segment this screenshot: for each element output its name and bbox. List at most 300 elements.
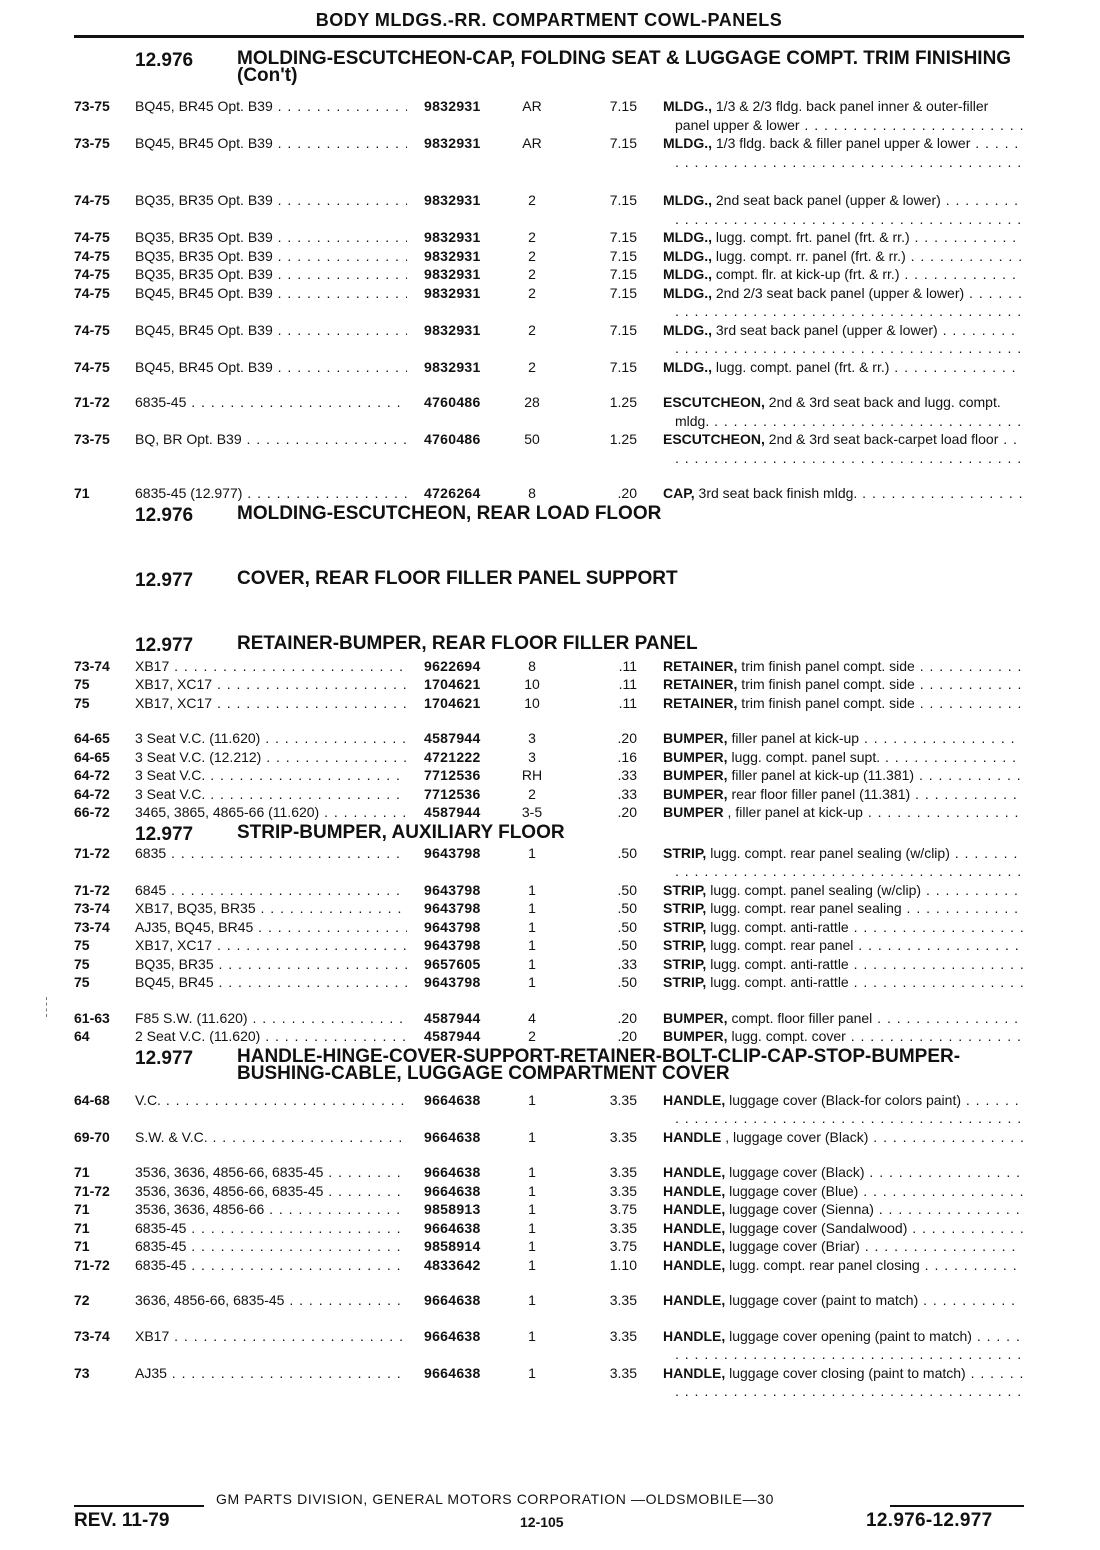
part-description xyxy=(663,1163,1025,1182)
part-detail: luggage cover (Blue) xyxy=(725,1182,859,1199)
description-text xyxy=(663,265,1025,284)
part-number: 9664638 xyxy=(424,1128,481,1145)
quantity: 1 xyxy=(528,937,536,953)
part-name: BUMPER, xyxy=(663,748,728,765)
quantity: 1 xyxy=(528,1128,536,1145)
part-name: MLDG., xyxy=(663,135,712,151)
body-styles: 6845 . . . xyxy=(135,881,407,900)
parts-listing xyxy=(0,48,1100,1401)
footer-rule-left xyxy=(74,1505,204,1507)
part-name: HANDLE, xyxy=(663,1182,726,1199)
footer-revision: REV. 11-79 xyxy=(74,1510,170,1531)
part-detail: trim finish panel compt. side xyxy=(737,694,915,711)
part-description xyxy=(663,1327,1025,1364)
quantity: 2 xyxy=(528,192,536,208)
part-name: ESCUTCHEON, xyxy=(663,431,765,447)
part-row xyxy=(0,1219,1100,1238)
row-spacer xyxy=(0,171,1100,191)
part-name: RETAINER, xyxy=(663,676,738,692)
price: 7.15 xyxy=(609,358,637,375)
price: 7.15 xyxy=(609,135,637,151)
part-number: 9832931 xyxy=(424,247,481,264)
description-text xyxy=(663,1182,1025,1201)
quantity: 1 xyxy=(528,974,536,990)
part-number: 9643798 xyxy=(424,918,481,935)
part-row xyxy=(0,1327,1100,1364)
model-years: 64 xyxy=(74,1028,90,1044)
description-text xyxy=(663,803,1025,822)
quantity: 2 xyxy=(528,247,536,264)
part-description xyxy=(663,955,1025,974)
quantity: 2 xyxy=(528,266,536,282)
part-description xyxy=(663,657,1025,676)
part-description xyxy=(663,1219,1025,1238)
quantity: 1 xyxy=(528,844,536,861)
body-styles: 6835-45 . . . xyxy=(135,1219,407,1238)
quantity: 3-5 xyxy=(521,804,543,820)
body-styles: BQ35, BR35 Opt. B39 . . . xyxy=(135,228,407,247)
price: .50 xyxy=(617,974,637,990)
description-text xyxy=(663,1091,1025,1128)
part-description xyxy=(663,1027,1025,1046)
part-row xyxy=(0,1237,1100,1256)
part-row xyxy=(0,973,1100,992)
body-styles: XB17, XC17 . . . xyxy=(135,675,407,694)
quantity: 1 xyxy=(528,1327,536,1344)
body-styles: 3 Seat V.C. . . . xyxy=(135,785,407,804)
section-code: 12.976 xyxy=(135,50,194,71)
price: 3.35 xyxy=(609,1128,637,1145)
body-styles: BQ45, BR45 Opt. B39 . . . xyxy=(135,134,407,153)
part-name: MLDG., xyxy=(663,247,712,264)
part-number: 9858914 xyxy=(424,1238,481,1254)
description-text xyxy=(663,1200,1025,1219)
quantity: 2 xyxy=(528,284,536,301)
quantity: 1 xyxy=(528,900,536,916)
body-styles: V.C. . . . xyxy=(135,1091,407,1110)
part-detail: luggage cover (Briar) xyxy=(725,1238,860,1254)
part-detail: lugg. compt. panel (frt. & rr.) xyxy=(712,358,890,375)
part-name: BUMPER, xyxy=(663,767,728,783)
row-spacer xyxy=(0,467,1100,484)
description-text xyxy=(663,247,1025,266)
part-row xyxy=(0,844,1100,881)
quantity: 2 xyxy=(528,358,536,375)
part-name: MLDG., xyxy=(663,192,712,208)
part-description xyxy=(663,694,1025,713)
body-styles: BQ45, BR45 Opt. B39 . . . xyxy=(135,97,407,116)
part-description xyxy=(663,265,1025,284)
part-row xyxy=(0,1364,1100,1401)
part-detail: 2nd & 3rd seat back-carpet load floor xyxy=(764,431,999,447)
part-number: 4833642 xyxy=(424,1256,481,1273)
footer-rule-right xyxy=(890,1505,1024,1507)
part-detail: lugg. compt. rear panel sealing xyxy=(706,900,902,916)
part-description xyxy=(663,936,1025,955)
body-styles: S.W. & V.C. . . . xyxy=(135,1128,407,1147)
description-text xyxy=(663,484,1025,503)
price: 1.25 xyxy=(609,431,637,447)
part-number: 4587944 xyxy=(424,1028,481,1044)
part-number: 7712536 xyxy=(424,767,481,783)
part-detail: lugg. compt. anti-rattle xyxy=(706,974,849,990)
price: .16 xyxy=(617,748,637,765)
part-row xyxy=(0,1182,1100,1201)
part-number: 9832931 xyxy=(424,192,481,208)
part-name: BUMPER, xyxy=(663,1028,728,1044)
section-title: MOLDING-ESCUTCHEON-CAP, FOLDING SEAT & LUGGAGE COMPT. TRIM FINISHING (Con't) xyxy=(237,48,1012,86)
section-spacer xyxy=(0,608,1100,633)
part-name: ESCUTCHEON, xyxy=(663,394,765,410)
part-description xyxy=(663,729,1025,748)
body-styles: 6835-45 . . . xyxy=(135,1237,407,1256)
part-description xyxy=(663,1256,1025,1275)
body-styles: XB17 . . . xyxy=(135,657,407,676)
model-years: 64-68 xyxy=(74,1091,110,1108)
part-row xyxy=(0,955,1100,974)
section-spacer xyxy=(0,543,1100,568)
quantity: 1 xyxy=(528,1238,536,1254)
quantity: 2 xyxy=(528,1028,536,1044)
footer-publisher: GM PARTS DIVISION, GENERAL MOTORS CORPORATION —OLDSMOBILE—30 xyxy=(216,1491,774,1507)
model-years: 73-75 xyxy=(74,431,110,447)
model-years: 75 xyxy=(74,937,90,953)
part-number: 1704621 xyxy=(424,676,481,692)
part-row xyxy=(0,1200,1100,1219)
model-years: 74-75 xyxy=(74,284,110,301)
body-styles: BQ35, BR35 Opt. B39 . . . xyxy=(135,265,407,284)
description-text xyxy=(663,1219,1025,1238)
body-styles: XB17, XC17 . . . xyxy=(135,936,407,955)
part-number: 4587944 xyxy=(424,730,481,746)
price: .50 xyxy=(617,918,637,935)
part-detail: 3rd seat back panel (upper & lower) xyxy=(712,321,938,338)
row-spacer xyxy=(0,1146,1100,1163)
quantity: AR xyxy=(522,135,542,151)
part-detail: compt. flr. at kick-up (frt. & rr.) xyxy=(712,266,900,282)
part-detail: lugg. compt. panel supt. xyxy=(727,748,881,765)
price: 7.15 xyxy=(609,98,637,114)
price: 3.75 xyxy=(609,1201,637,1217)
part-number: 9643798 xyxy=(424,937,481,953)
model-years: 74-75 xyxy=(74,229,110,245)
price: .11 xyxy=(618,657,637,674)
model-years: 71-72 xyxy=(74,1182,110,1199)
part-name: HANDLE, xyxy=(663,1219,726,1236)
part-name: STRIP, xyxy=(663,918,707,935)
price: .50 xyxy=(617,881,637,898)
part-number: 4721222 xyxy=(424,748,481,765)
model-years: 69-70 xyxy=(74,1128,110,1145)
part-number: 9643798 xyxy=(424,900,481,916)
part-row xyxy=(0,228,1100,247)
price: .20 xyxy=(617,804,637,820)
part-description xyxy=(663,748,1025,767)
model-years: 73-74 xyxy=(74,657,110,674)
part-detail: filler panel at kick-up xyxy=(727,730,860,746)
part-name: HANDLE, xyxy=(663,1201,726,1217)
part-detail: lugg. compt. anti-rattle xyxy=(706,955,849,972)
description-text xyxy=(663,955,1025,974)
quantity: 8 xyxy=(528,657,536,674)
description-text xyxy=(663,973,1025,992)
price: .33 xyxy=(617,767,637,783)
part-number: 9832931 xyxy=(424,98,481,114)
model-years: 73-74 xyxy=(74,918,110,935)
quantity: 2 xyxy=(528,321,536,338)
part-detail: lugg. compt. rr. panel (frt. & rr.) xyxy=(712,247,906,264)
part-detail: lugg. compt. rear panel closing xyxy=(725,1256,920,1273)
price: .20 xyxy=(617,730,637,746)
body-styles: BQ45, BR45 . . . xyxy=(135,973,407,992)
model-years: 71 xyxy=(74,1201,90,1217)
price: .11 xyxy=(618,676,637,692)
part-detail: rear floor filler panel (11.381) xyxy=(727,785,911,802)
body-styles: 6835-45 . . . xyxy=(135,1256,407,1275)
part-row xyxy=(0,1128,1100,1147)
part-row xyxy=(0,321,1100,358)
body-styles: BQ45, BR45 Opt. B39 . . . xyxy=(135,358,407,377)
part-number: 9664638 xyxy=(424,1292,481,1308)
part-description xyxy=(663,134,1025,171)
price: 7.15 xyxy=(609,192,637,208)
model-years: 73-74 xyxy=(74,900,110,916)
price: .50 xyxy=(617,844,637,861)
margin-mark xyxy=(46,997,48,1017)
quantity: 2 xyxy=(528,785,536,802)
quantity: 1 xyxy=(528,1292,536,1308)
description-text xyxy=(663,1256,1025,1275)
description-text xyxy=(663,97,1025,134)
part-detail: , filler panel at kick-up xyxy=(723,804,863,820)
body-styles: 3536, 3636, 4856-66, 6835-45 . . . xyxy=(135,1163,407,1182)
price: 3.35 xyxy=(609,1219,637,1236)
model-years: 75 xyxy=(74,676,90,692)
body-styles: XB17 . . . xyxy=(135,1327,407,1346)
part-detail: luggage cover (Sandalwood) xyxy=(725,1219,908,1236)
description-text xyxy=(663,393,1025,430)
body-styles: 3636, 4856-66, 6835-45 . . . xyxy=(135,1291,407,1310)
part-row xyxy=(0,657,1100,676)
part-row xyxy=(0,97,1100,134)
part-row xyxy=(0,1009,1100,1028)
price: 7.15 xyxy=(609,284,637,301)
part-detail: trim finish panel compt. side xyxy=(737,676,915,692)
part-name: BUMPER, xyxy=(663,1009,728,1026)
part-detail: , luggage cover (Black) xyxy=(721,1128,869,1145)
body-styles: 6835-45 . . . xyxy=(135,393,407,412)
part-detail: luggage cover (paint to match) xyxy=(725,1292,919,1308)
footer-page-number: 12-105 xyxy=(520,1514,564,1530)
quantity: 4 xyxy=(528,1009,536,1026)
page-title: BODY MLDGS.-RR. COMPARTMENT COWL-PANELS xyxy=(315,10,783,30)
price: 3.35 xyxy=(609,1091,637,1108)
description-text xyxy=(663,675,1025,694)
model-years: 71-72 xyxy=(74,1256,110,1273)
part-description xyxy=(663,284,1025,321)
price: 3.35 xyxy=(609,1327,637,1344)
part-number: 9858913 xyxy=(424,1201,481,1217)
row-spacer xyxy=(0,712,1100,729)
description-text xyxy=(663,657,1025,676)
description-text xyxy=(663,766,1025,785)
part-number: 9832931 xyxy=(424,266,481,282)
part-number: 9664638 xyxy=(424,1164,481,1180)
body-styles: F85 S.W. (11.620) . . . xyxy=(135,1009,407,1028)
body-styles: 3536, 3636, 4856-66, 6835-45 . . . xyxy=(135,1182,407,1201)
part-name: MLDG., xyxy=(663,98,712,114)
body-styles: 3536, 3636, 4856-66 . . . xyxy=(135,1200,407,1219)
price: 7.15 xyxy=(609,266,637,282)
price: .50 xyxy=(617,937,637,953)
part-number: 9643798 xyxy=(424,881,481,898)
part-name: HANDLE, xyxy=(663,1364,726,1381)
part-description xyxy=(663,228,1025,247)
part-row xyxy=(0,1163,1100,1182)
part-number: 9643798 xyxy=(424,974,481,990)
part-row xyxy=(0,881,1100,900)
part-number: 9622694 xyxy=(424,657,481,674)
part-number: 9643798 xyxy=(424,844,481,861)
quantity: 1 xyxy=(528,881,536,898)
part-row xyxy=(0,1291,1100,1310)
model-years: 71 xyxy=(74,1164,90,1180)
body-styles: 3 Seat V.C. . . . xyxy=(135,766,407,785)
part-row xyxy=(0,918,1100,937)
part-detail: luggage cover closing (paint to match) xyxy=(725,1364,966,1381)
body-styles: BQ35, BR35 . . . xyxy=(135,955,407,974)
part-name: CAP, xyxy=(663,485,695,501)
quantity: 10 xyxy=(524,694,540,711)
quantity: 10 xyxy=(524,676,540,692)
body-styles: AJ35, BQ45, BR45 . . . xyxy=(135,918,407,937)
price: 7.15 xyxy=(609,321,637,338)
body-styles: BQ35, BR35 Opt. B39 . . . xyxy=(135,247,407,266)
description-text xyxy=(663,358,1025,377)
section-code: 12.977 xyxy=(135,1047,194,1069)
section-heading xyxy=(0,503,1100,543)
quantity: 8 xyxy=(528,485,536,501)
part-name: MLDG., xyxy=(663,358,712,375)
part-name: RETAINER, xyxy=(663,657,738,674)
model-years: 75 xyxy=(74,694,90,711)
part-row xyxy=(0,785,1100,804)
part-number: 4760486 xyxy=(424,431,481,447)
part-detail: compt. floor filler panel xyxy=(727,1009,873,1026)
part-name: HANDLE, xyxy=(663,1238,726,1254)
part-row xyxy=(0,1091,1100,1128)
part-description xyxy=(663,973,1025,992)
price: .11 xyxy=(618,694,637,711)
model-years: 71 xyxy=(74,485,90,501)
model-years: 73-74 xyxy=(74,1327,110,1344)
quantity: 1 xyxy=(528,1164,536,1180)
description-text xyxy=(663,228,1025,247)
part-row xyxy=(0,265,1100,284)
price: 7.15 xyxy=(609,247,637,264)
model-years: 74-75 xyxy=(74,192,110,208)
body-styles: XB17, XC17 . . . xyxy=(135,694,407,713)
price: 7.15 xyxy=(609,229,637,245)
row-spacer xyxy=(0,376,1100,393)
model-years: 64-65 xyxy=(74,730,110,746)
part-detail: filler panel at kick-up (11.381) xyxy=(727,767,915,783)
part-name: BUMPER, xyxy=(663,785,728,802)
part-number: 9664638 xyxy=(424,1182,481,1199)
part-detail: lugg. compt. panel sealing (w/clip) xyxy=(706,881,922,898)
part-description xyxy=(663,1091,1025,1128)
part-description xyxy=(663,766,1025,785)
part-name: HANDLE, xyxy=(663,1164,726,1180)
part-number: 4760486 xyxy=(424,394,481,410)
quantity: 1 xyxy=(528,955,536,972)
part-row xyxy=(0,803,1100,822)
part-row xyxy=(0,729,1100,748)
part-number: 4726264 xyxy=(424,485,481,501)
part-row xyxy=(0,134,1100,171)
part-row xyxy=(0,694,1100,713)
section-title: MOLDING-ESCUTCHEON, REAR LOAD FLOOR xyxy=(237,502,662,524)
quantity: 3 xyxy=(528,748,536,765)
part-name: STRIP, xyxy=(663,881,707,898)
part-detail: luggage cover (Black-for colors paint) xyxy=(725,1091,962,1108)
part-name: RETAINER, xyxy=(663,694,738,711)
section-heading xyxy=(0,568,1100,608)
part-description xyxy=(663,430,1025,467)
part-number: 1704621 xyxy=(424,694,481,711)
description-text xyxy=(663,321,1025,358)
part-description xyxy=(663,484,1025,503)
part-name: HANDLE xyxy=(663,1128,722,1145)
price: .20 xyxy=(617,1028,637,1044)
quantity: AR xyxy=(522,98,542,114)
part-detail: luggage cover opening (paint to match) xyxy=(725,1327,972,1344)
part-description xyxy=(663,844,1025,881)
part-name: MLDG., xyxy=(663,229,712,245)
section-heading xyxy=(0,633,1100,657)
part-description xyxy=(663,247,1025,266)
body-styles: 3465, 3865, 4865-66 (11.620) . . . xyxy=(135,803,407,822)
price: .20 xyxy=(617,485,637,501)
description-text xyxy=(663,1327,1025,1364)
part-name: MLDG., xyxy=(663,321,712,338)
part-description xyxy=(663,1009,1025,1028)
description-text xyxy=(663,430,1025,467)
part-description xyxy=(663,1237,1025,1256)
price: .20 xyxy=(617,1009,637,1026)
part-name: STRIP, xyxy=(663,937,707,953)
part-description xyxy=(663,881,1025,900)
part-row xyxy=(0,675,1100,694)
part-number: 4587944 xyxy=(424,804,481,820)
body-styles: 3 Seat V.C. (12.212) . . . xyxy=(135,748,407,767)
part-description xyxy=(663,899,1025,918)
part-number: 9832931 xyxy=(424,358,481,375)
part-row xyxy=(0,1027,1100,1046)
price: .33 xyxy=(617,955,637,972)
description-text xyxy=(663,918,1025,937)
part-detail: lugg. compt. frt. panel (frt. & rr.) xyxy=(712,229,910,245)
section-title: STRIP-BUMPER, AUXILIARY FLOOR xyxy=(237,821,565,843)
quantity: 28 xyxy=(524,394,540,410)
part-detail: 2nd & 3rd seat back and lugg. compt. mldg. xyxy=(675,394,1001,429)
part-name: STRIP, xyxy=(663,955,707,972)
section-heading xyxy=(0,822,1100,844)
part-row xyxy=(0,1256,1100,1275)
description-text xyxy=(663,748,1025,767)
description-text xyxy=(663,844,1025,881)
part-detail: 1/3 fldg. back & filler panel upper & lower xyxy=(712,135,971,151)
